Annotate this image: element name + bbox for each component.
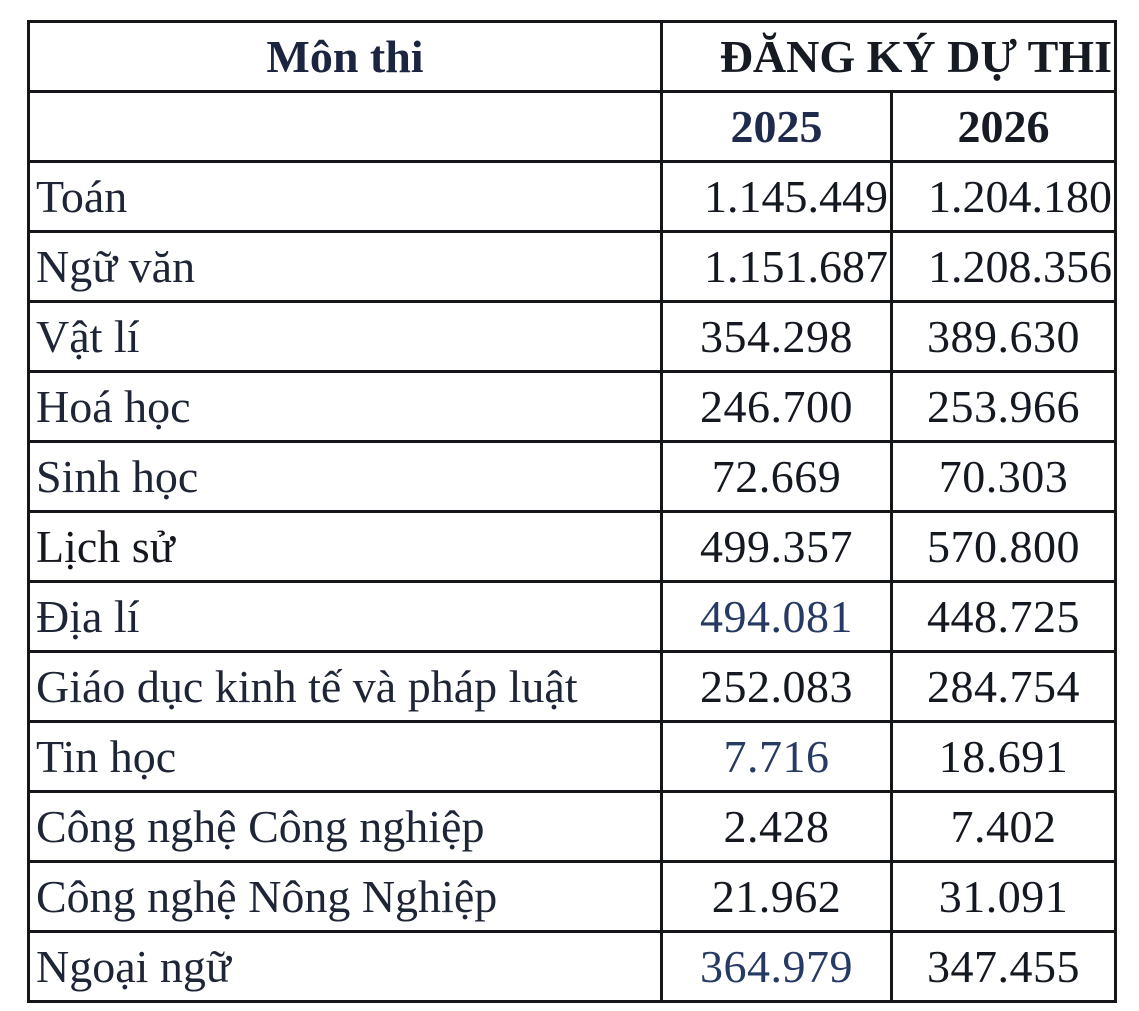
table-row <box>29 722 1116 792</box>
table-row <box>29 442 1116 512</box>
value-2025-cell: 246.700 <box>662 372 892 442</box>
table-row <box>29 792 1116 862</box>
value-2025-cell: 2.428 <box>662 792 892 862</box>
value-2025-cell: 499.357 <box>662 512 892 582</box>
value-2025-cell: 494.081 <box>662 582 892 652</box>
value-2025-cell: 354.298 <box>662 302 892 372</box>
table-row <box>29 372 1116 442</box>
value-2026-cell: 347.455 <box>892 932 1116 1002</box>
table-row <box>29 862 1116 932</box>
table-row <box>29 512 1116 582</box>
subject-column-header: Môn thi <box>29 22 662 92</box>
value-2025-cell: 21.962 <box>662 862 892 932</box>
header-row-2 <box>29 92 1116 162</box>
subject-cell: Hoá học <box>29 372 662 442</box>
value-2026-cell: 1.208.356 <box>892 232 1116 302</box>
value-2026-cell: 31.091 <box>892 862 1116 932</box>
subject-cell: Sinh học <box>29 442 662 512</box>
value-2025-cell: 364.979 <box>662 932 892 1002</box>
subject-cell: Lịch sử <box>29 512 662 582</box>
subject-cell: Ngoại ngữ <box>29 932 662 1002</box>
value-2026-cell: 7.402 <box>892 792 1116 862</box>
table-row <box>29 162 1116 232</box>
year-2025-header: 2025 <box>662 92 892 162</box>
subject-cell: Công nghệ Nông Nghiệp <box>29 862 662 932</box>
value-2025-cell: 252.083 <box>662 652 892 722</box>
subject-cell: Toán <box>29 162 662 232</box>
subject-cell: Tin học <box>29 722 662 792</box>
registration-column-header: ĐĂNG KÝ DỰ THI <box>662 22 1116 92</box>
year-2026-header: 2026 <box>892 92 1116 162</box>
subject-cell: Công nghệ Công nghiệp <box>29 792 662 862</box>
value-2025-cell: 7.716 <box>662 722 892 792</box>
subject-cell: Ngữ văn <box>29 232 662 302</box>
table-row <box>29 582 1116 652</box>
value-2026-cell: 18.691 <box>892 722 1116 792</box>
value-2026-cell: 570.800 <box>892 512 1116 582</box>
value-2025-cell: 1.145.449 <box>662 162 892 232</box>
table-row <box>29 232 1116 302</box>
header-row-1 <box>29 22 1116 92</box>
value-2026-cell: 284.754 <box>892 652 1116 722</box>
value-2026-cell: 448.725 <box>892 582 1116 652</box>
subject-cell: Vật lí <box>29 302 662 372</box>
subject-cell: Giáo dục kinh tế và pháp luật <box>29 652 662 722</box>
value-2026-cell: 389.630 <box>892 302 1116 372</box>
value-2026-cell: 253.966 <box>892 372 1116 442</box>
value-2026-cell: 70.303 <box>892 442 1116 512</box>
value-2025-cell: 72.669 <box>662 442 892 512</box>
value-2025-cell: 1.151.687 <box>662 232 892 302</box>
table-row <box>29 932 1116 1002</box>
table-row <box>29 652 1116 722</box>
table-row <box>29 302 1116 372</box>
exam-registration-table <box>27 20 1117 1003</box>
value-2026-cell: 1.204.180 <box>892 162 1116 232</box>
blank-header-cell <box>29 92 662 162</box>
subject-cell: Địa lí <box>29 582 662 652</box>
